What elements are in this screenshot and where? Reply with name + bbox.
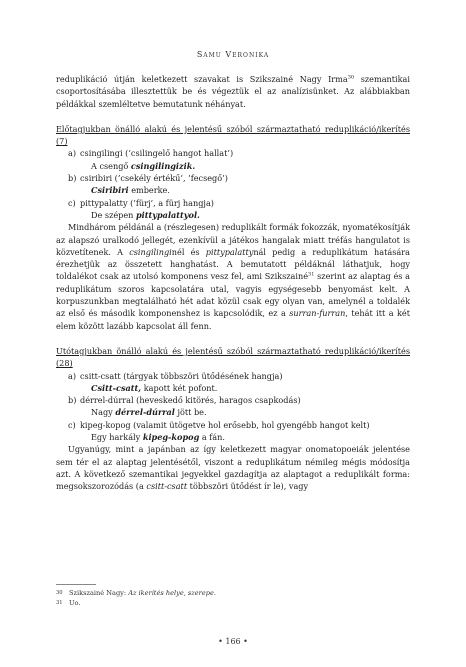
italic-term: csingilingi <box>129 246 172 257</box>
example-word: dérrel-dúrral <box>115 407 175 418</box>
text-run: jött be. <box>174 407 207 418</box>
item-text: csingilingi (’csilingelő hangot hallat’) <box>80 148 234 159</box>
example-word: Csiribiri <box>91 185 129 196</box>
item-label: b) <box>68 173 77 184</box>
item-text: csitt-csatt (tárgyak többszöri ütődésének hangja) <box>80 370 283 381</box>
text-run: Szikszainé Nagy: <box>69 589 129 597</box>
text-run: a fán. <box>199 432 225 443</box>
list-item <box>56 370 410 382</box>
page-number: • 166 • <box>218 637 248 646</box>
list-item <box>56 419 410 431</box>
footnote-ref[interactable]: 31 <box>308 271 315 278</box>
text-run: Nagy <box>91 407 116 418</box>
example-sentence <box>56 382 410 394</box>
item-label: c) <box>68 197 76 208</box>
body-text <box>56 73 410 493</box>
text-run: Egy harkály <box>91 432 143 443</box>
italic-title: Az ikerítés helye, szerepe. <box>128 589 216 597</box>
footnote-ref[interactable]: 30 <box>347 74 355 81</box>
paragraph-intro <box>56 73 410 110</box>
text-run: Mindhárom példánál a (részlegesen) reduplikált formák fokozzák, nyomatékosítják az alapszó uralkodó jellegét, ezenkívül a játékos hangalak miatt tréfás hangulatot is közvetítenek. A <box>56 222 410 257</box>
example-sentence <box>56 184 410 196</box>
example-sentence <box>56 406 410 418</box>
text-run: nél és <box>171 246 206 257</box>
footnotes <box>56 588 410 608</box>
italic-term: csitt-csatt <box>146 481 188 492</box>
example-sentence <box>56 209 410 221</box>
example-sentence <box>56 431 410 443</box>
italic-term: pittypalatty <box>205 246 254 257</box>
text-run: Uo. <box>69 599 81 607</box>
item-label: c) <box>68 419 76 430</box>
text-run: A csengő <box>91 160 131 171</box>
paragraph-analysis <box>56 221 410 332</box>
text-run: szemantikai csoportosításába illesztettük be és végeztük el az analízisünket. Az alábbiakban példákkal szemléltetve bemutatunk néhányat. <box>56 74 410 109</box>
item-text: csiribiri (’csekély értékű’, ’fecsegő’) <box>80 173 228 184</box>
section-heading-2: Utótagjukban önálló alakú és jelentésű szóból származtatható reduplikáció/ikerítés (28) <box>56 345 410 369</box>
item-text: pittypalatty (’fürj’, a fürj hangja) <box>80 197 214 208</box>
item-label: a) <box>68 370 77 381</box>
footnote-number: 30 <box>56 590 63 596</box>
item-label: a) <box>68 148 77 159</box>
item-text: kipeg-kopog (valamit ütögetve hol erősebb, hol gyengébb hangot kelt) <box>80 419 370 430</box>
running-header: Samu Veronika <box>196 50 270 59</box>
example-word: pittypalattyol. <box>136 209 200 220</box>
text-run: Ugyanúgy, mint a japánban az így keletkezett magyar onomatopoeiák jelentése sem tér el az alaptag jelentésétől, viszont a reduplikátum némileg mégis módosítja azt. A következő szemantikai jegyekkel gazdagítja az alaptagot a reduplikált forma: megsokszorozódás (a <box>56 444 410 492</box>
text-run: reduplikáció útján keletkezett szavakat is Szikszainé Nagy Irma <box>56 74 348 84</box>
text-run: többszöri ütődést ír le), vagy <box>187 481 309 492</box>
footnote <box>56 598 410 608</box>
text-run: szerint az alaptag és a reduplikátum szoros kapcsolatára utal, vagyis egységesebb benyomást kelt. A korpuszunkban megtalálható hét adat közül csak egy olyan van, amelynél a toldalék az első és második komponenshez is kapcsolódik, ez a <box>56 271 410 319</box>
footnote <box>56 588 410 598</box>
text-run: De szépen <box>91 209 136 220</box>
example-word: kipeg-kopog <box>142 432 200 443</box>
list-item <box>56 197 410 209</box>
example-word: csingilingizik. <box>130 160 196 171</box>
italic-term: surran-furran <box>289 308 346 319</box>
example-word: Csitt-csatt, <box>91 382 142 393</box>
text-run: , tehát itt a két elem között lazább kapcsolat áll fenn. <box>56 308 410 331</box>
text-run: emberke. <box>128 185 170 196</box>
text-run: nál pedig a reduplikátum hatására érezhetjük az összetett hanghatást. A bemutatott példáknál láthatjuk, hogy toldalékot csak az utolsó komponens vesz fel, ami Szikszainé <box>56 246 410 282</box>
list-item <box>56 147 410 159</box>
list-item <box>56 172 410 184</box>
section-heading-1: Előtagjukban önálló alakú és jelentésű szóból származtatható reduplikáció/ikerítés (7) <box>56 123 410 147</box>
item-text: dérrel-dúrral (heveskedő kitörés, haragos csapkodás) <box>80 395 301 406</box>
paragraph-closing <box>56 443 410 492</box>
item-label: b) <box>68 395 77 406</box>
list-item <box>56 394 410 406</box>
example-sentence <box>56 160 410 172</box>
footnote-number: 31 <box>56 600 63 606</box>
footnote-divider <box>56 584 96 585</box>
text-run: kapott két pofont. <box>141 382 218 393</box>
